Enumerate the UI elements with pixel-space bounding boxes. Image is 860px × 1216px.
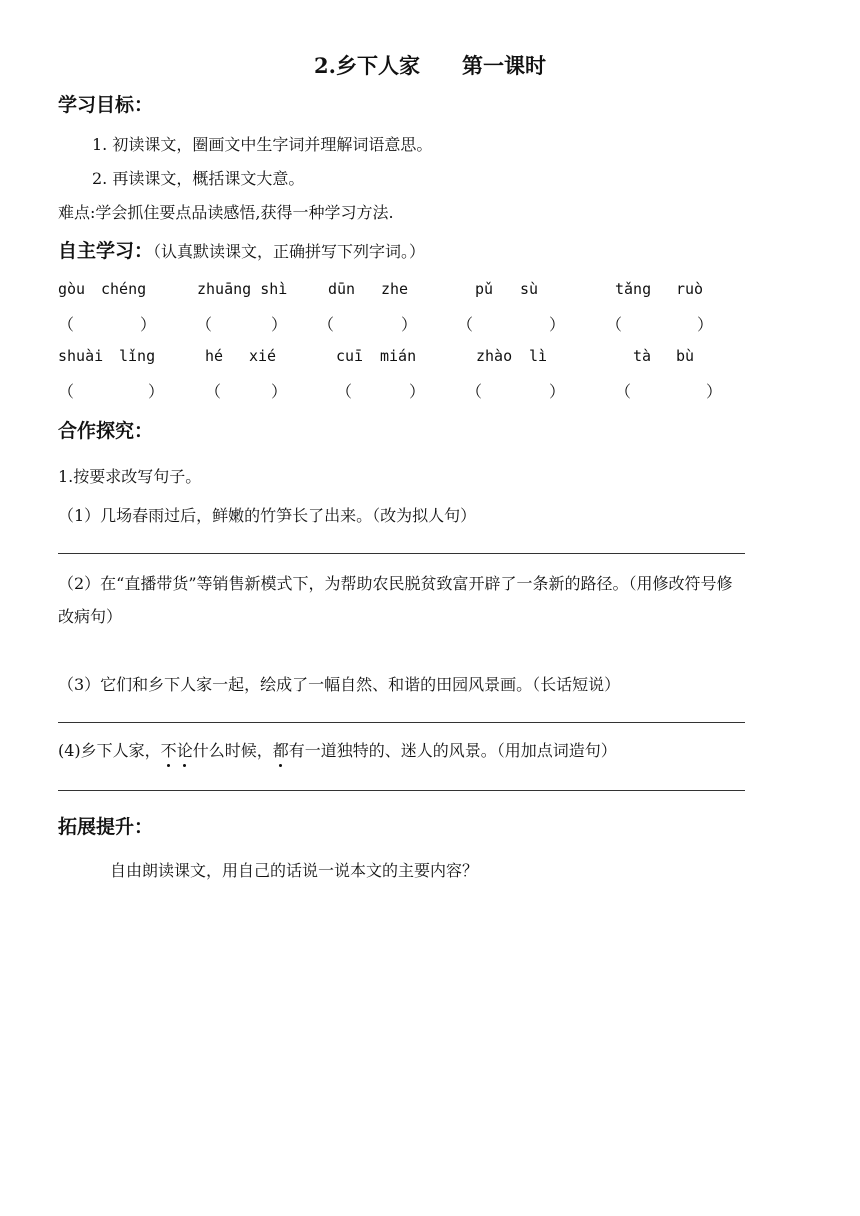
answer-blank[interactable]: （ <box>318 315 335 334</box>
pinyin-11: lǐng <box>119 347 156 365</box>
dotted-word-char: 不 <box>161 738 177 761</box>
answer-line[interactable] <box>58 790 745 791</box>
extend-heading: 拓展提升： <box>58 816 154 838</box>
pinyin-9: ruò <box>676 280 704 298</box>
question-1: （1）几场春雨过后，鲜嫩的竹笋长了出来。（改为拟人句） <box>58 506 477 525</box>
goal-item-1: 1. 初读课文，圈画文中生字词并理解词语意思。 <box>92 135 433 154</box>
answer-blank-end: ） <box>409 382 426 401</box>
pinyin-10: shuài <box>58 347 104 365</box>
answer-blank-end: ） <box>140 315 157 334</box>
task-text: 1.按要求改写句子。 <box>58 467 202 486</box>
pinyin-4: dūn <box>328 280 356 298</box>
pinyin-2: chéng <box>101 280 147 298</box>
answer-blank-end: ） <box>271 382 288 401</box>
pinyin-3: zhuāng shì <box>197 280 288 298</box>
answer-blank[interactable]: （ <box>58 315 75 334</box>
page-title: 2.乡下人家 第一课时 <box>314 53 546 78</box>
dotted-word-char: 都 <box>273 738 289 761</box>
pinyin-15: mián <box>380 347 417 365</box>
answer-blank[interactable]: （ <box>58 382 75 401</box>
pinyin-13: xié <box>249 347 277 365</box>
goals-heading: 学习目标： <box>58 94 154 116</box>
pinyin-8: tǎng <box>615 280 652 298</box>
pinyin-14: cuī <box>336 347 364 365</box>
answer-blank-end: ） <box>706 382 723 401</box>
answer-blank-end: ） <box>549 382 566 401</box>
extend-text: 自由朗读课文，用自己的话说一说本文的主要内容？ <box>110 861 479 880</box>
answer-blank[interactable]: （ <box>205 382 222 401</box>
question-4-text: (4)乡下人家， <box>58 741 161 760</box>
pinyin-18: tà <box>633 347 652 365</box>
pinyin-17: lì <box>529 347 548 365</box>
pinyin-16: zhào <box>476 347 513 365</box>
answer-blank-end: ） <box>271 315 288 334</box>
question-4-text: 什么时候， <box>192 741 273 760</box>
question-4 <box>58 738 617 761</box>
answer-line[interactable] <box>58 722 745 723</box>
pinyin-7: sù <box>520 280 539 298</box>
dotted-word-char: 论 <box>177 738 193 761</box>
answer-line[interactable] <box>58 553 745 554</box>
pinyin-6: pǔ <box>475 280 494 298</box>
self-study-heading-line <box>58 236 425 263</box>
question-2-line-2: 改病句） <box>58 607 123 626</box>
pinyin-19: bù <box>676 347 695 365</box>
pinyin-5: zhe <box>381 280 409 298</box>
answer-blank-end: ） <box>148 382 165 401</box>
answer-blank-end: ） <box>401 315 418 334</box>
answer-blank[interactable]: （ <box>196 315 213 334</box>
self-study-note: （认真默读课文，正确拼写下列字词。） <box>153 242 426 261</box>
cooperate-heading: 合作探究： <box>58 420 154 442</box>
difficulty-text: 难点:学会抓住要点品读感悟,获得一种学习方法. <box>58 203 394 222</box>
answer-blank[interactable]: （ <box>615 382 632 401</box>
answer-blank[interactable]: （ <box>457 315 474 334</box>
answer-blank[interactable]: （ <box>336 382 353 401</box>
question-4-text: 有一道独特的、迷人的风景。（用加点词造句） <box>288 741 617 760</box>
question-3: （3）它们和乡下人家一起，绘成了一幅自然、和谐的田园风景画。（长话短说） <box>58 675 621 694</box>
self-study-heading: 自主学习： <box>58 240 154 262</box>
pinyin-12: hé <box>205 347 224 365</box>
answer-blank[interactable]: （ <box>606 315 623 334</box>
question-2-line-1: （2）在“直播带货”等销售新模式下，为帮助农民脱贫致富开辟了一条新的路径。（用修改符号修 <box>58 574 733 593</box>
goal-item-2: 2. 再读课文，概括课文大意。 <box>92 169 305 188</box>
answer-blank-end: ） <box>549 315 566 334</box>
answer-blank-end: ） <box>697 315 714 334</box>
answer-blank[interactable]: （ <box>466 382 483 401</box>
pinyin-1: gòu <box>58 280 86 298</box>
